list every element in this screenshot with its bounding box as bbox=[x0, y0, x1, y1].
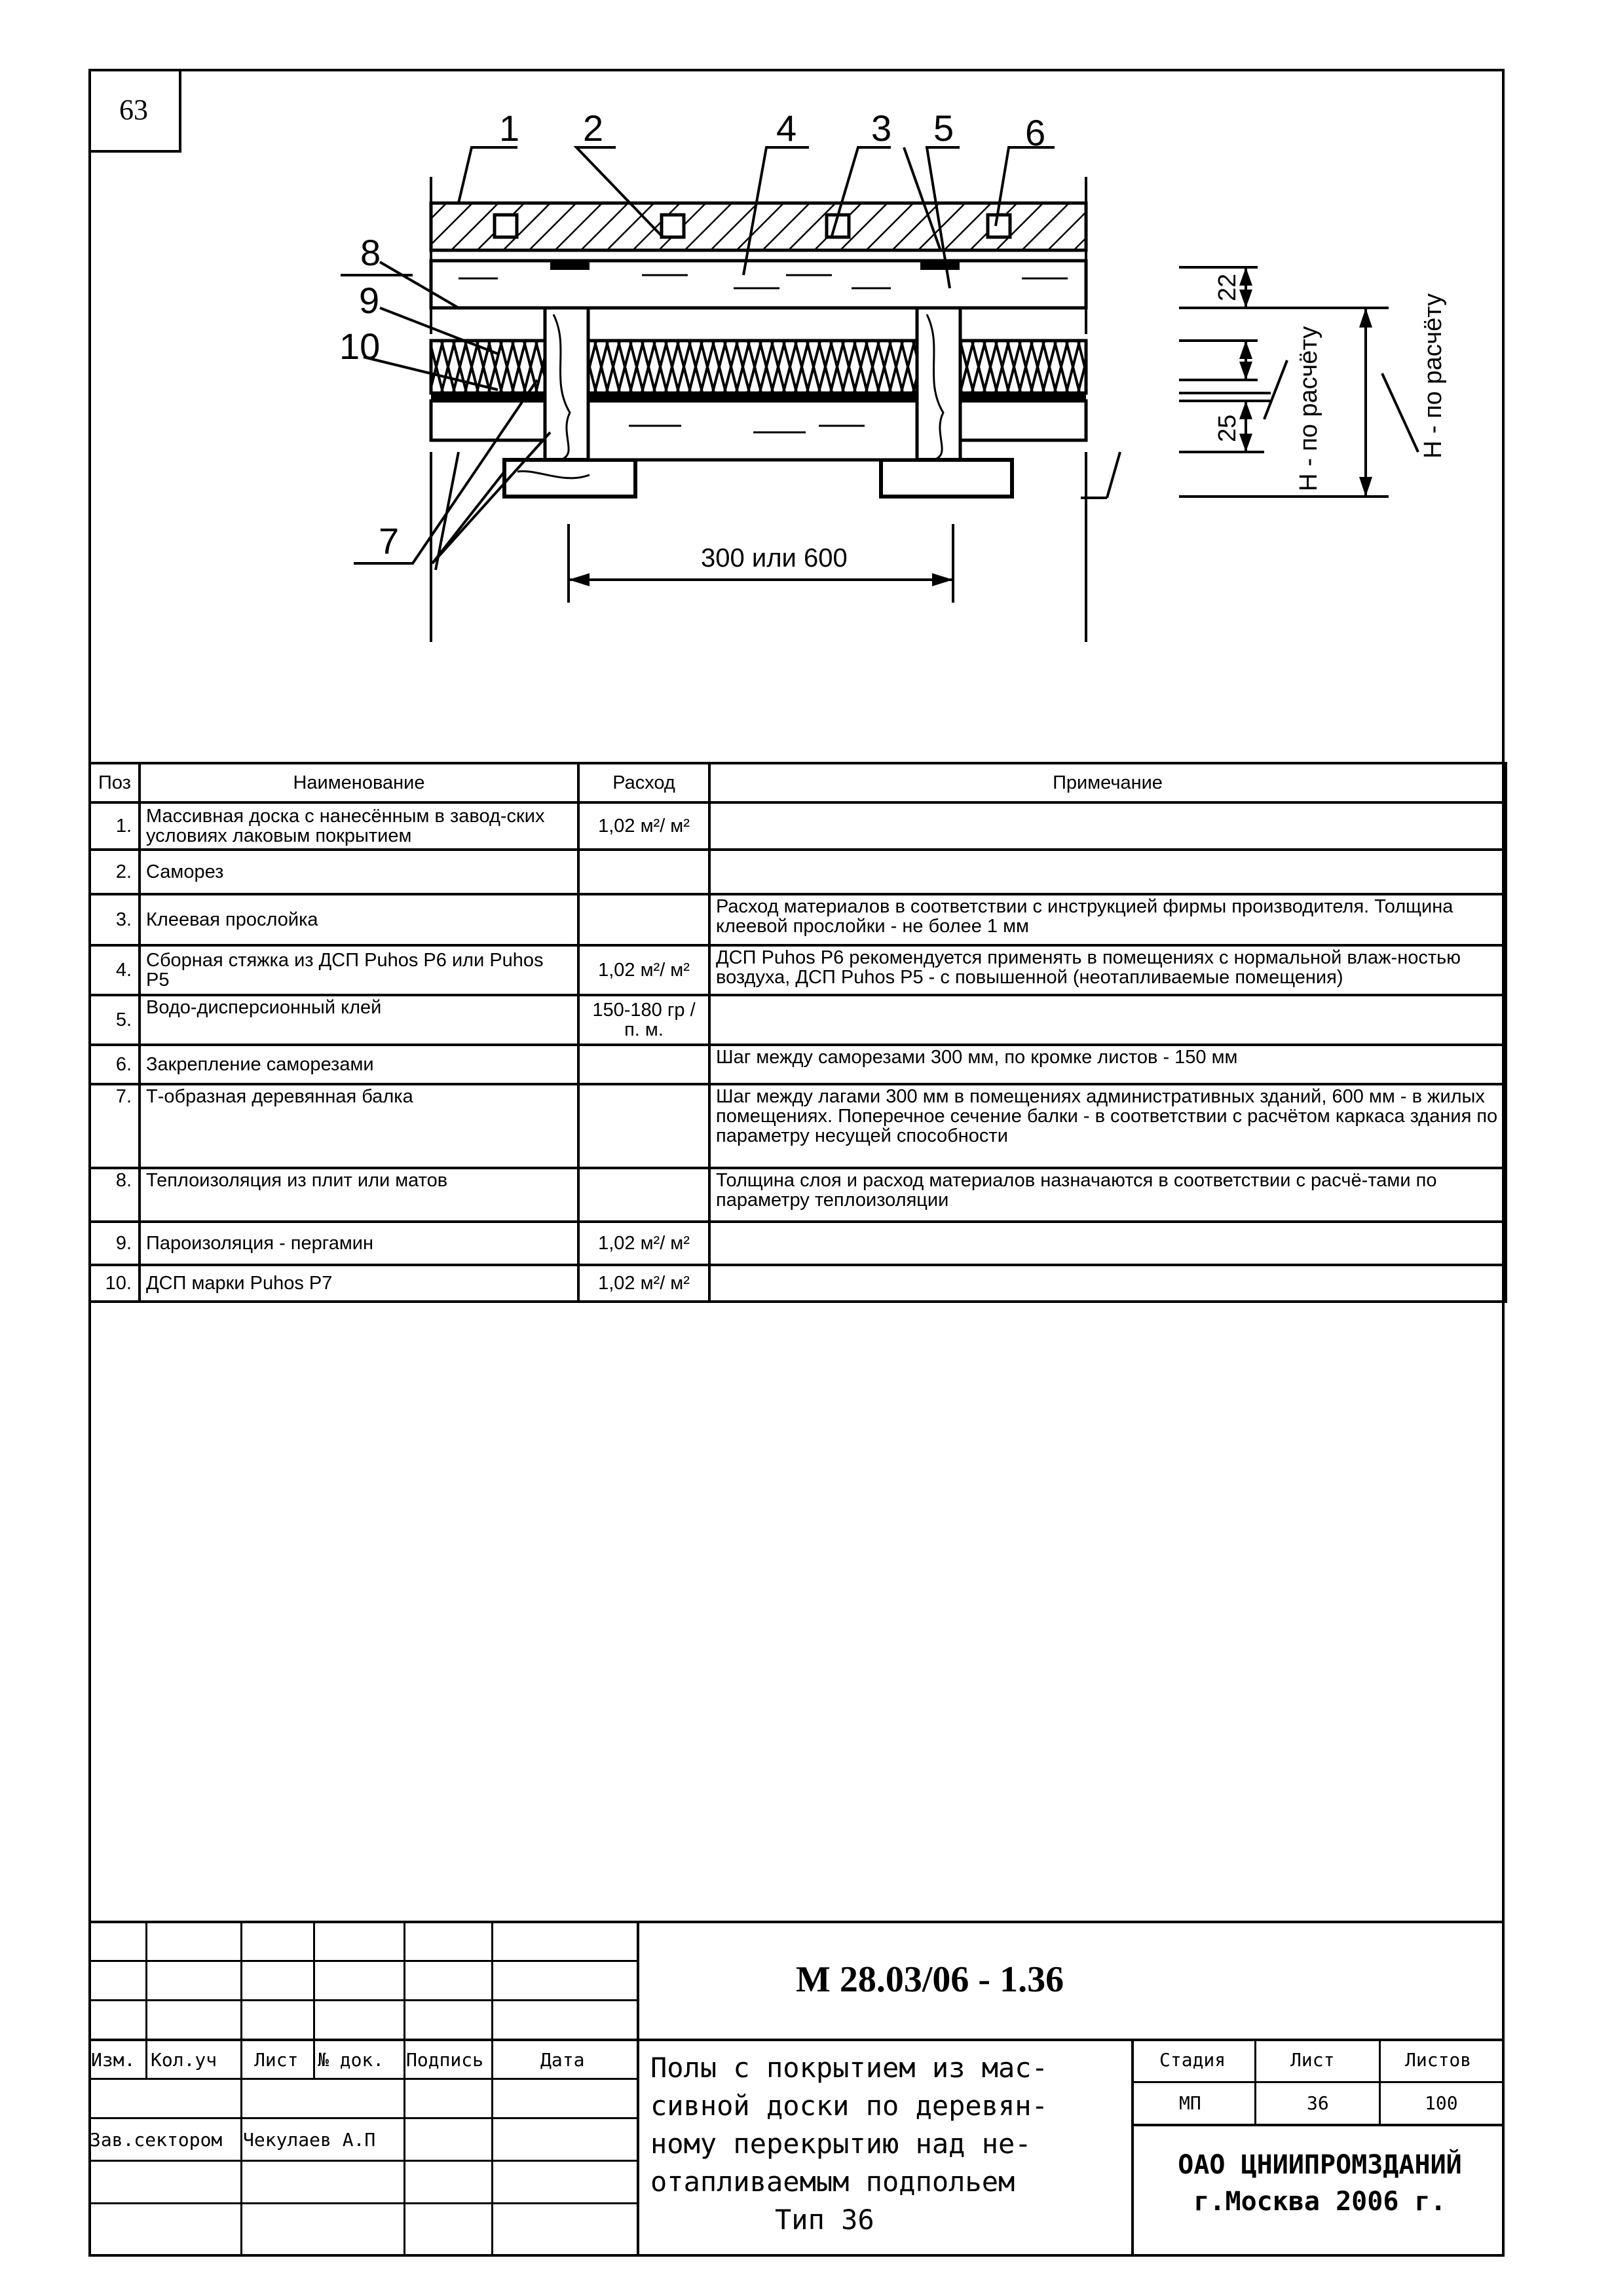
dim-22-label: 22 bbox=[1214, 273, 1241, 301]
title-line: сивной доски по деревян- bbox=[650, 2090, 1048, 2122]
layer-massive-board bbox=[431, 203, 1086, 250]
col-izm: Изм. bbox=[91, 2049, 136, 2071]
row-pos: 4. bbox=[90, 945, 140, 995]
table-row bbox=[90, 802, 1506, 850]
row-name: Пароизоляция - пергамин bbox=[140, 1222, 578, 1265]
page-number: 63 bbox=[88, 69, 181, 153]
row-rate: 1,02 м²/ м² bbox=[578, 1222, 709, 1265]
table-row bbox=[90, 995, 1506, 1045]
dim-h-label-2: Н - по расчёту bbox=[1419, 293, 1447, 459]
document-code: М 28.03/06 - 1.36 bbox=[796, 1959, 1064, 2000]
row-note: Шаг между лагами 300 мм в помещениях административных зданий, 600 мм - в жилых помещениях. Поперечное сечение балки - в соответствии с расчётом каркаса здания по параметру несущей способности bbox=[709, 1084, 1506, 1168]
title-line: ному перекрытию над не- bbox=[650, 2128, 1032, 2160]
row-name: Закрепление саморезами bbox=[140, 1045, 578, 1084]
row-pos: 3. bbox=[90, 894, 140, 945]
callout-8: 8 bbox=[360, 232, 381, 273]
title-type: Тип 36 bbox=[775, 2204, 874, 2236]
row-rate bbox=[578, 1084, 709, 1168]
row-name: Массивная доска с нанесённым в завод-ских условиях лаковым покрытием bbox=[140, 802, 578, 850]
row-pos: 1. bbox=[90, 802, 140, 850]
title-line: отапливаемым подпольем bbox=[650, 2166, 1015, 2198]
org-city-year: г.Москва 2006 г. bbox=[1193, 2187, 1446, 2217]
row-name: Т-образная деревянная балка bbox=[140, 1084, 578, 1168]
callout-4: 4 bbox=[776, 107, 797, 149]
specification-table bbox=[88, 762, 1507, 1303]
row-pos: 9. bbox=[90, 1222, 140, 1265]
row-name: Теплоизоляция из плит или матов bbox=[140, 1168, 578, 1222]
row-pos: 6. bbox=[90, 1045, 140, 1084]
organization bbox=[1136, 2147, 1503, 2220]
callout-1: 1 bbox=[499, 107, 520, 149]
row-rate bbox=[578, 894, 709, 945]
layer-chipboard-screed bbox=[431, 261, 1086, 308]
callout-5: 5 bbox=[933, 107, 954, 149]
col-header-pos: Поз bbox=[90, 763, 140, 802]
stage-label: Стадия bbox=[1159, 2049, 1226, 2071]
callout-6: 6 bbox=[1025, 112, 1046, 153]
row-note bbox=[709, 1265, 1506, 1302]
table-row bbox=[90, 1222, 1506, 1265]
table-row bbox=[90, 1045, 1506, 1084]
span-label: 300 или 600 bbox=[701, 544, 848, 573]
col-date: Дата bbox=[540, 2049, 585, 2071]
drawing-title bbox=[650, 2049, 1048, 2239]
callout-7: 7 bbox=[379, 520, 400, 561]
row-name: Водо-дисперсионный клей bbox=[140, 995, 578, 1045]
row-rate: 1,02 м²/ м² bbox=[578, 1265, 709, 1302]
row-note: Толщина слоя и расход материалов назначаются в соответствии с расчё-тами по параметру теплоизоляции bbox=[709, 1168, 1506, 1222]
col-header-note: Примечание bbox=[709, 763, 1506, 802]
row-note bbox=[709, 1222, 1506, 1265]
row-note bbox=[709, 802, 1506, 850]
col-header-rate: Расход bbox=[578, 763, 709, 802]
table-row bbox=[90, 1168, 1506, 1222]
row-rate bbox=[578, 1045, 709, 1084]
row-pos: 10. bbox=[90, 1265, 140, 1302]
stage-value: МП bbox=[1179, 2092, 1201, 2114]
row-pos: 7. bbox=[90, 1084, 140, 1168]
row-rate bbox=[578, 1168, 709, 1222]
row-note: Шаг между саморезами 300 мм, по кромке листов - 150 мм bbox=[709, 1045, 1506, 1084]
org-name: ОАО ЦНИИПРОМЗДАНИЙ bbox=[1178, 2150, 1462, 2180]
sheet-label: Лист bbox=[1290, 2049, 1335, 2071]
callout-2: 2 bbox=[583, 107, 604, 149]
row-note: Расход материалов в соответствии с инструкцией фирмы производителя. Толщина клеевой прослойки - не более 1 мм bbox=[709, 894, 1506, 945]
role-label: Зав.сектором bbox=[90, 2129, 223, 2151]
sheets-label: Листов bbox=[1405, 2049, 1472, 2071]
row-pos: 5. bbox=[90, 995, 140, 1045]
floor-section-drawing bbox=[0, 0, 1612, 753]
sheet-value: 36 bbox=[1307, 2092, 1329, 2114]
row-note: ДСП Puhos P6 рекомендуется применять в помещениях с нормальной влаж-ностью воздуха, ДСП Puhos P5 - с повышенной (неотапливаемые помещения) bbox=[709, 945, 1506, 995]
callout-10: 10 bbox=[339, 326, 381, 367]
sheets-value: 100 bbox=[1425, 2092, 1458, 2114]
col-list: Лист bbox=[254, 2049, 299, 2071]
row-rate bbox=[578, 850, 709, 894]
row-name: Клеевая прослойка bbox=[140, 894, 578, 945]
table-header-row bbox=[90, 763, 1506, 802]
span-dimension bbox=[569, 524, 953, 603]
row-rate: 150-180 гр /п. м. bbox=[578, 995, 709, 1045]
dim-25-label: 25 bbox=[1214, 414, 1241, 442]
table-row bbox=[90, 1084, 1506, 1168]
row-pos: 2. bbox=[90, 850, 140, 894]
row-name: ДСП марки Puhos P7 bbox=[140, 1265, 578, 1302]
title-block bbox=[88, 1921, 1505, 2257]
row-rate: 1,02 м²/ м² bbox=[578, 945, 709, 995]
table-row bbox=[90, 850, 1506, 894]
row-name: Саморез bbox=[140, 850, 578, 894]
col-kol-uch: Кол.уч bbox=[151, 2049, 217, 2071]
layer-insulation bbox=[431, 341, 1086, 393]
title-line: Полы с покрытием из мас- bbox=[650, 2052, 1048, 2084]
row-note bbox=[709, 850, 1506, 894]
col-header-name: Наименование bbox=[140, 763, 578, 802]
row-rate: 1,02 м²/ м² bbox=[578, 802, 709, 850]
table-row bbox=[90, 945, 1506, 995]
callout-9: 9 bbox=[359, 280, 380, 321]
row-note bbox=[709, 995, 1506, 1045]
col-doc-num: № док. bbox=[318, 2049, 384, 2071]
callout-3: 3 bbox=[871, 107, 892, 149]
table-row bbox=[90, 894, 1506, 945]
row-name: Сборная стяжка из ДСП Puhos P6 или Puhos P5 bbox=[140, 945, 578, 995]
dim-h-label-1: Н - по расчёту bbox=[1295, 326, 1322, 491]
row-pos: 8. bbox=[90, 1168, 140, 1222]
table-row bbox=[90, 1265, 1506, 1302]
col-signature: Подпись bbox=[406, 2049, 484, 2071]
layer-chipboard-p7 bbox=[431, 401, 1086, 460]
person-name: Чекулаев А.П bbox=[243, 2129, 376, 2151]
